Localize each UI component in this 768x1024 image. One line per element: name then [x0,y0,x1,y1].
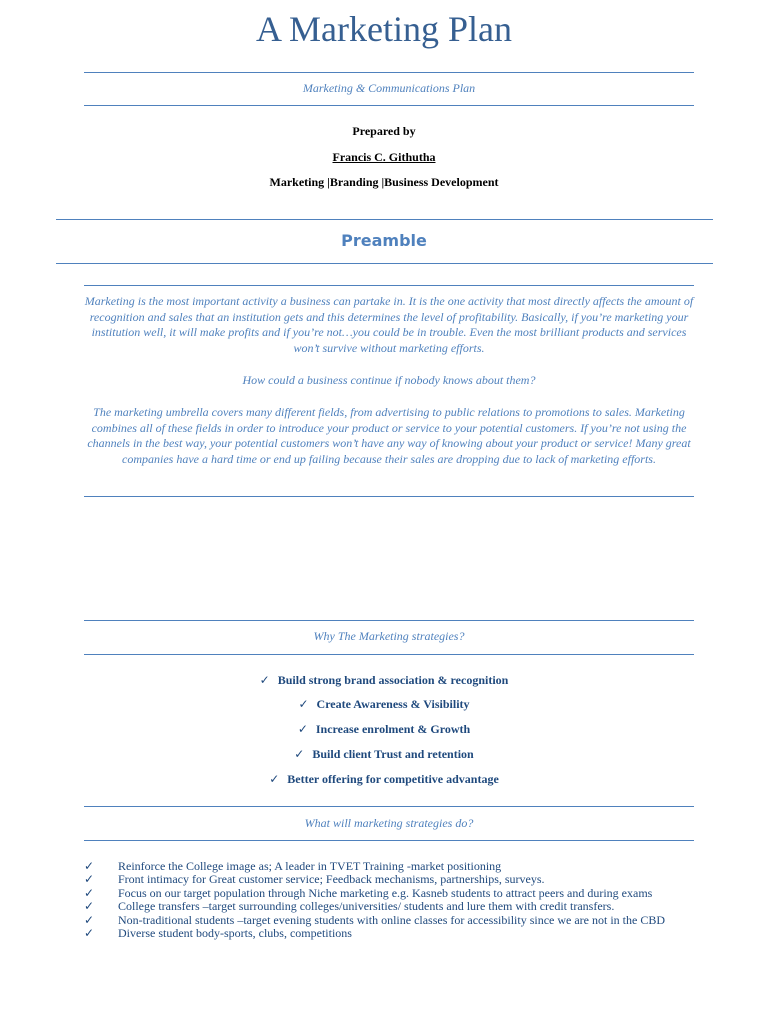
checkmark-icon: ✓ [259,673,270,687]
list-item [84,860,724,873]
document-subtitle: Marketing & Communications Plan [302,81,476,95]
preamble-paragraph: Marketing is the most important activity a business can partake in. It is the one activity that most directly affects the amount of recognition and sales that an institution gets and this determines the level of profitability. Basically, if you’re marketing your institution well, it will make profits and if you’re not…you could be in trouble. Even the most brilliant products and services won’t survive without marketing efforts. [84,294,694,355]
divider [84,72,694,73]
author-roles: Marketing |Branding |Business Development [269,175,499,189]
divider [84,105,694,106]
benefit-item [0,722,768,737]
benefit-item [0,697,768,712]
what-caption: What will marketing strategies do? [304,816,474,830]
list-item [84,914,724,927]
list-item [84,873,724,886]
checkmark-icon: ✓ [269,772,280,786]
list-item-text: Reinforce the College image as; A leader in TVET Training -market positioning [118,859,502,873]
document-title: A Marketing Plan [256,9,512,49]
checkmark-icon: ✓ [84,885,95,900]
list-item [84,900,724,913]
preamble-question: How could a business continue if nobody knows about them? [242,373,536,387]
divider [56,263,713,264]
divider [84,806,694,807]
divider [84,840,694,841]
list-item-text: Diverse student body-sports, clubs, competitions [118,926,352,941]
divider [84,620,694,621]
benefit-item [0,673,768,688]
checkmark-icon: ✓ [84,912,95,927]
preamble-heading: Preamble [341,231,427,250]
author-name: Francis C. Githutha [332,150,436,164]
list-item-text: Front intimacy for Great customer service; Feedback mechanisms, partnerships, surveys. [118,872,545,887]
list-item [84,927,724,940]
list-item-text: College transfers –target surrounding colleges/universities/ students and lure them with credit transfers. [118,899,615,914]
benefit-item [0,747,768,762]
benefit-label: Increase enrolment & Growth [315,722,471,736]
why-caption: Why The Marketing strategies? [313,629,465,643]
checkmark-icon: ✓ [297,722,308,736]
checkmark-icon: ✓ [294,747,305,761]
divider [84,285,694,286]
prepared-by-label: Prepared by [352,124,416,138]
divider [84,654,694,655]
strategy-list [84,860,724,940]
checkmark-icon: ✓ [84,926,95,941]
divider [56,219,713,220]
benefit-item [0,772,768,787]
checkmark-icon: ✓ [84,859,95,873]
list-item [84,887,724,900]
benefit-label: Create Awareness & Visibility [316,697,470,711]
preamble-paragraph: The marketing umbrella covers many different fields, from advertising to public relations to promotions to sales. Marketing combines all of these fields in order to introduce your product or service to your potential customers. If you’re not using the channels in the best way, your potential customers won’t have any way of knowing about your product or service! Many great companies have a hard time or end up failing because their sales are dropping due to lack of marketing efforts. [87,405,691,466]
checkmark-icon: ✓ [84,899,95,914]
checkmark-icon: ✓ [298,697,309,711]
benefit-label: Build client Trust and retention [312,747,474,761]
checkmark-icon: ✓ [84,872,95,887]
benefit-label: Build strong brand association & recognition [277,673,509,687]
divider [84,496,694,497]
list-item-text: Focus on our target population through Niche marketing e.g. Kasneb students to attract peers and during exams [118,885,653,900]
benefit-label: Better offering for competitive advantage [287,772,499,786]
list-item-text: Non-traditional students –target evening students with online classes for accessibility since we are not in the CBD [118,912,665,927]
